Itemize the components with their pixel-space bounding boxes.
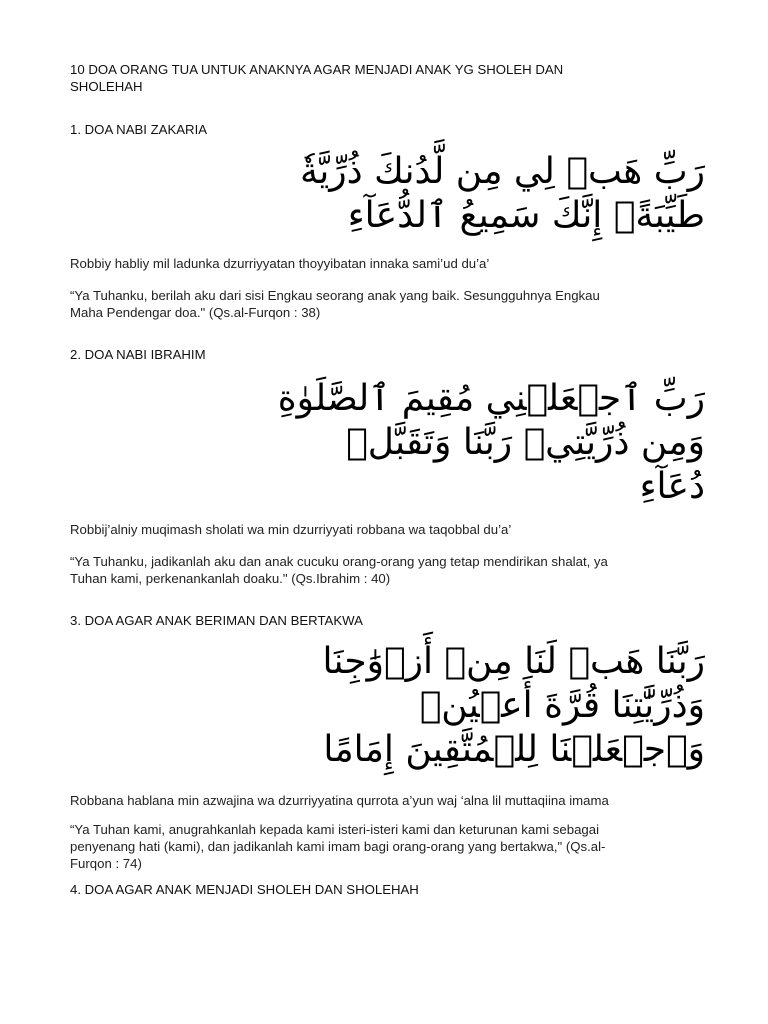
section-heading-4: 4. DOA AGAR ANAK MENJADI SHOLEH DAN SHOLEHAH	[70, 882, 419, 897]
transliteration-1: Robbiy habliy mil ladunka dzurriyyatan thoyyibatan innaka sami’ud du’a’	[70, 256, 490, 271]
section-heading-3: 3. DOA AGAR ANAK BERIMAN DAN BERTAKWA	[70, 613, 363, 628]
arabic-line: وَذُرِّيَّٰتِنَا قُرَّةَ أَعۡيُنٖ	[419, 685, 705, 726]
document-title-line-1: 10 DOA ORANG TUA UNTUK ANAKNYA AGAR MENJADI ANAK YG SHOLEH DAN	[70, 62, 564, 77]
arabic-line: طَيِّبَةًۖ إِنَّكَ سَمِيعُ ٱلدُّعَآءِ	[347, 195, 705, 236]
translation-line: Maha Pendengar doa." (Qs.al-Furqon : 38)	[70, 305, 321, 320]
arabic-verse-1	[70, 150, 705, 238]
translation-line: penyenang hati (kami), dan jadikanlah kami imam bagi orang-orang yang bertakwa," (Qs.al-	[70, 839, 606, 854]
translation-line: “Ya Tuhanku, jadikanlah aku dan anak cucuku orang-orang yang tetap mendirikan shalat, ya	[70, 554, 608, 569]
translation-line: “Ya Tuhan kami, anugrahkanlah kepada kami isteri-isteri kami dan keturunan kami sebagai	[70, 822, 599, 837]
translation-1	[70, 287, 700, 321]
transliteration-2: Robbij’alniy muqimash sholati wa min dzurriyyati robbana wa taqobbal du’a’	[70, 522, 512, 537]
arabic-line: رَبِّ ٱجۡعَلۡنِي مُقِيمَ ٱلصَّلَوٰةِ	[277, 378, 705, 419]
arabic-line: دُعَآءِ	[639, 466, 705, 507]
section-heading-1: 1. DOA NABI ZAKARIA	[70, 122, 208, 137]
translation-2	[70, 553, 700, 587]
arabic-line: وَمِن ذُرِّيَّتِيۚ رَبَّنَا وَتَقَبَّلۡ	[346, 422, 705, 463]
translation-line: “Ya Tuhanku, berilah aku dari sisi Engkau seorang anak yang baik. Sesungguhnya Engkau	[70, 288, 600, 303]
arabic-line: وَٱجۡعَلۡنَا لِلۡمُتَّقِينَ إِمَامًا	[323, 729, 705, 770]
document-title	[70, 61, 700, 95]
arabic-verse-2	[70, 377, 705, 509]
translation-line: Tuhan kami, perkenankanlah doaku." (Qs.Ibrahim : 40)	[70, 571, 391, 586]
arabic-line: رَبَّنَا هَبۡ لَنَا مِنۡ أَزۡوَٰجِنَا	[322, 641, 705, 682]
translation-3	[70, 821, 700, 872]
arabic-verse-3	[70, 640, 705, 772]
section-heading-2: 2. DOA NABI IBRAHIM	[70, 347, 206, 362]
document-title-line-2: SHOLEHAH	[70, 79, 143, 94]
transliteration-3: Robbana hablana min azwajina wa dzurriyyatina qurrota a’yun waj ‘alna lil muttaqiina imama	[70, 793, 609, 808]
translation-line: Furqon : 74)	[70, 856, 142, 871]
arabic-line: رَبِّ هَبۡ لِي مِن لَّدُنكَ ذُرِّيَّةٗ	[299, 151, 705, 192]
